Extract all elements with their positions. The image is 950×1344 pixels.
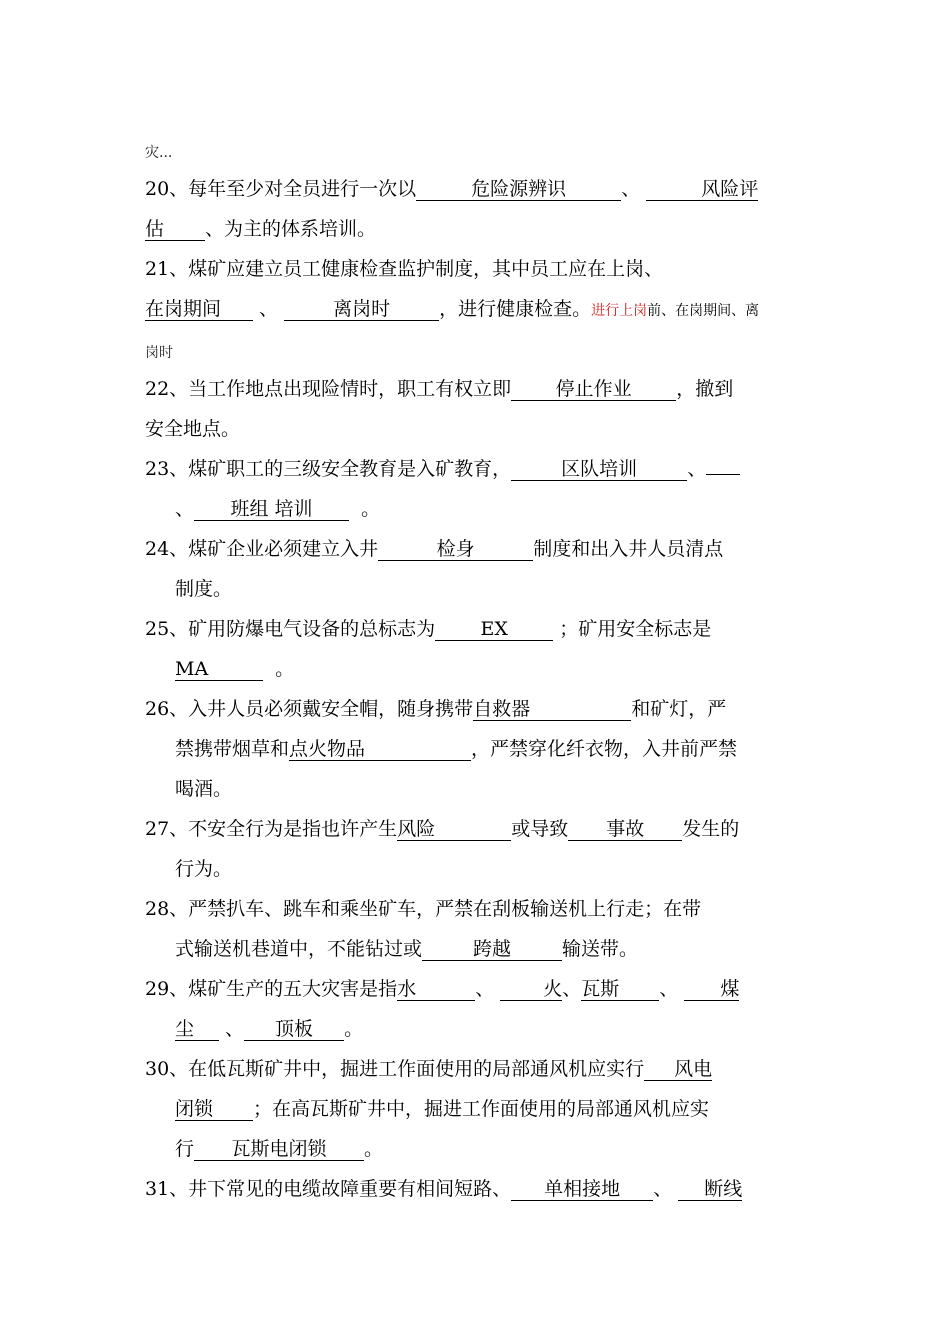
answer-blank: 危险源辨识 xyxy=(416,178,621,201)
text: 式输送机巷道中，不能钻过或 xyxy=(175,938,423,960)
line-25-q xyxy=(145,616,810,642)
answer-blank: 单相接地 xyxy=(511,1178,653,1201)
line-21-cont xyxy=(145,296,810,324)
line-21-q xyxy=(145,256,810,282)
line-26-cont xyxy=(175,736,810,762)
text: 或导致 xyxy=(511,818,569,840)
line-28-q xyxy=(145,896,810,922)
note: 前、在岗期间、离 xyxy=(647,303,760,319)
line-27-cont xyxy=(175,856,810,882)
text: 输送带。 xyxy=(562,938,639,960)
text: 制度。 xyxy=(175,578,233,600)
line-30-cont xyxy=(175,1096,810,1122)
line-29-cont xyxy=(175,1016,810,1042)
answer-blank: 煤 xyxy=(684,978,739,1001)
line-20-cont xyxy=(145,216,810,242)
answer-blank xyxy=(706,474,740,475)
answer-blank: 自救器 xyxy=(473,698,631,721)
answer-blank: 区队培训 xyxy=(511,458,687,481)
text: 、 xyxy=(562,978,582,1000)
text: 制度和出入井人员清点 xyxy=(533,538,724,560)
text: 。 xyxy=(364,1138,384,1160)
text: 23、煤矿职工的三级安全教育是入矿教育， xyxy=(145,458,512,480)
answer-blank: 点火物品 xyxy=(289,738,471,761)
line-27-q xyxy=(145,816,810,842)
line-20-q xyxy=(145,176,810,202)
text: ；在高瓦斯矿井中，掘进工作面使用的局部通风机应实 xyxy=(253,1098,710,1120)
text: 30、在低瓦斯矿井中，掘进工作面使用的局部通风机应实行 xyxy=(145,1058,645,1080)
answer-blank: 风险 xyxy=(397,818,511,841)
answer-blank: 瓦斯 xyxy=(581,978,659,1001)
answer-blank: 断线 xyxy=(678,1178,742,1201)
text: 20、每年至少对全员进行一次以 xyxy=(145,178,417,200)
text: 29、煤矿生产的五大灾害是指 xyxy=(145,978,398,1000)
answer-blank: 检身 xyxy=(378,538,533,561)
text: 、 xyxy=(259,298,279,320)
text: 禁携带烟草和 xyxy=(175,738,290,760)
answer-blank: 班组 培训 xyxy=(194,498,349,521)
answer-blank: 风电 xyxy=(644,1058,712,1081)
answer-blank: 瓦斯电闭锁 xyxy=(194,1138,364,1161)
text: 。 xyxy=(275,658,295,680)
answer-blank: 事故 xyxy=(568,818,682,841)
answer-blank: 火 xyxy=(500,978,562,1001)
answer-blank: 水 xyxy=(397,978,475,1001)
text: 发生的 xyxy=(682,818,740,840)
line-21-note-cont xyxy=(145,340,810,366)
text: 28、严禁扒车、跳车和乘坐矿车，严禁在刮板输送机上行走；在带 xyxy=(145,898,702,920)
text: 27、不安全行为是指也许产生 xyxy=(145,818,398,840)
line-22-cont xyxy=(145,416,810,442)
text: 、 xyxy=(659,978,679,1000)
text: 岗时 xyxy=(145,345,173,361)
answer-blank: 在岗期间 xyxy=(145,298,253,321)
answer-blank: 停止作业 xyxy=(511,378,676,401)
text: 24、煤矿企业必须建立入井 xyxy=(145,538,379,560)
text: 、 xyxy=(225,1018,245,1040)
text: 安全地点。 xyxy=(145,418,241,440)
text: 22、当工作地点出现险情时，职工有权立即 xyxy=(145,378,512,400)
text: 25、矿用防爆电气设备的总标志为 xyxy=(145,618,436,640)
answer-blank: 离岗时 xyxy=(284,298,439,321)
answer-blank: EX xyxy=(435,618,553,641)
answer-blank: 尘 xyxy=(175,1018,219,1041)
text: 、为主的体系培训。 xyxy=(205,218,377,240)
line-30-q xyxy=(145,1056,810,1082)
text: 、 xyxy=(175,498,195,520)
line-23-q xyxy=(145,456,810,482)
text: 。 xyxy=(344,1018,364,1040)
text: 、 xyxy=(653,1178,673,1200)
line-28-cont xyxy=(175,936,810,962)
note-red: 进行上岗 xyxy=(591,303,648,319)
answer-blank: 风险评 xyxy=(646,178,758,201)
line-24-cont xyxy=(175,576,810,602)
text: 。 xyxy=(361,498,381,520)
text: 和矿灯，严 xyxy=(631,698,727,720)
answer-blank: MA xyxy=(175,658,263,681)
text: 、 xyxy=(475,978,495,1000)
line-0 xyxy=(145,140,810,166)
text: 21、煤矿应建立员工健康检查监护制度，其中员工应在上岗、 xyxy=(145,258,664,280)
answer-blank: 闭锁 xyxy=(175,1098,253,1121)
text: 灾... xyxy=(145,145,173,161)
text: ；矿用安全标志是 xyxy=(559,618,712,640)
line-29-q xyxy=(145,976,810,1002)
line-26-q xyxy=(145,696,810,722)
text: 喝酒。 xyxy=(175,778,233,800)
text: 行为。 xyxy=(175,858,233,880)
text: 26、入井人员必须戴安全帽，随身携带 xyxy=(145,698,474,720)
text: 31、井下常见的电缆故障重要有相间短路、 xyxy=(145,1178,512,1200)
text: ，撤到 xyxy=(676,378,734,400)
text: ，进行健康检查。 xyxy=(439,298,592,320)
line-26-cont2 xyxy=(175,776,810,802)
text: 、 xyxy=(621,178,641,200)
line-22-q xyxy=(145,376,810,402)
line-30-cont2 xyxy=(175,1136,810,1162)
text: 行 xyxy=(175,1138,195,1160)
line-24-q xyxy=(145,536,810,562)
line-25-cont xyxy=(175,656,810,682)
text: ，严禁穿化纤衣物，入井前严禁 xyxy=(471,738,738,760)
line-31-q xyxy=(145,1176,810,1202)
line-23-cont xyxy=(175,496,810,522)
answer-blank: 顶板 xyxy=(244,1018,344,1041)
answer-blank: 跨越 xyxy=(422,938,562,961)
text: 、 xyxy=(687,458,707,480)
answer-blank: 估 xyxy=(145,218,205,241)
